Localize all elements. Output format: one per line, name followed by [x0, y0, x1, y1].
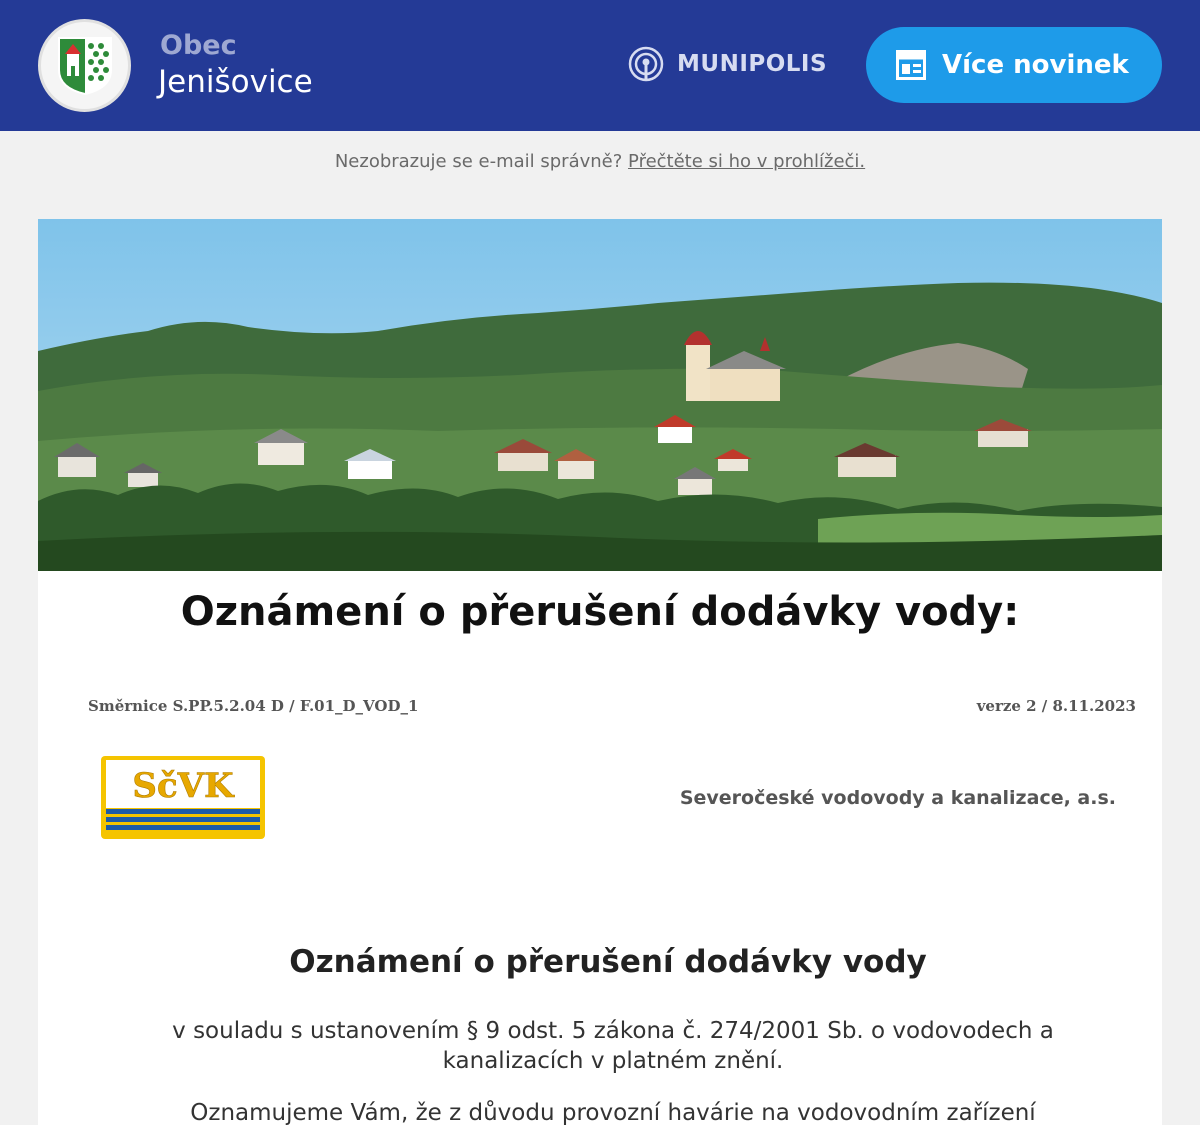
municipality-logo[interactable]	[38, 19, 131, 112]
browser-notice	[0, 151, 1200, 172]
doc-law-reference: v souladu s ustanovením § 9 odst. 5 zákona č. 274/2001 Sb. o vodovodech a kanalizacích v platném znění.	[172, 1018, 1054, 1074]
coat-of-arms-icon	[57, 36, 113, 96]
hero-landscape-image	[38, 219, 1162, 571]
newsletter-card	[38, 219, 1162, 1125]
org-name[interactable]: Jenišovice	[158, 64, 313, 100]
munipolis-brand[interactable]	[627, 44, 827, 84]
doc-heading: Oznámení o přerušení dodávky vody	[289, 944, 927, 980]
scvk-logo	[100, 755, 266, 840]
doc-directive: Směrnice S.PP.5.2.04 D / F.01_D_VOD_1	[88, 697, 419, 715]
org-prefix: Obec	[160, 30, 237, 61]
doc-version: verze 2 / 8.11.2023	[976, 697, 1136, 715]
browser-notice-text: Nezobrazuje se e-mail správně?	[334, 151, 623, 172]
munipolis-label: MUNIPOLIS	[677, 51, 828, 77]
article-title: Oznámení o přerušení dodávky vody:	[180, 589, 1020, 635]
svg-text:SčVK: SčVK	[132, 766, 234, 806]
more-news-button[interactable]	[866, 27, 1162, 103]
attached-document-scan	[38, 661, 1162, 1125]
header-bar	[0, 0, 1200, 131]
doc-body-text: Oznamujeme Vám, že z důvodu provozní havárie na vodovodním zařízení	[190, 1100, 1036, 1125]
doc-company: Severočeské vodovody a kanalizace, a.s.	[679, 787, 1116, 809]
broadcast-icon	[627, 45, 665, 83]
view-in-browser-link[interactable]: Přečtěte si ho v prohlížeči.	[628, 151, 866, 172]
more-news-label: Více novinek	[942, 50, 1129, 80]
newspaper-icon	[896, 50, 926, 80]
